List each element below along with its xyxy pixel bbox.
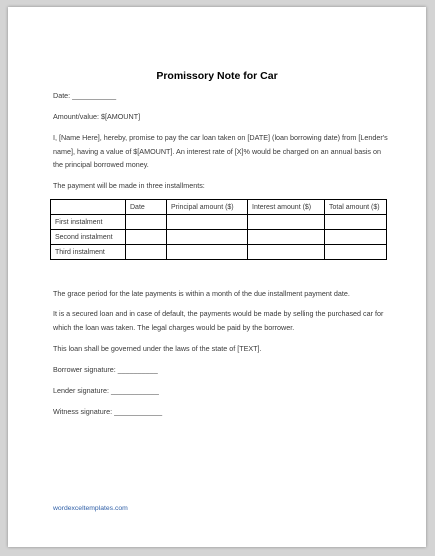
table-cell [167,230,248,245]
table-header: Principal amount ($) [167,200,248,215]
table-cell [325,230,387,245]
footer-link[interactable]: wordexceltemplates.com [53,505,128,512]
table-row [51,245,387,260]
amount-line: Amount/value: $[AMOUNT] [53,112,141,121]
table-header-row [51,200,387,215]
table-cell [126,230,167,245]
table-cell [248,245,325,260]
installment-table [50,199,387,260]
secured-loan-paragraph: It is a secured loan and in case of default, the payments would be made by selling the purchased car for which the loan was taken. The legal charges would be paid by the borrower. [53,309,384,332]
table-header: Interest amount ($) [248,200,325,215]
table-cell [248,215,325,230]
table-cell: Third instalment [51,245,126,260]
borrower-signature-line: Borrower signature: __________ [53,365,158,374]
witness-signature-line: Witness signature: ____________ [53,407,163,416]
date-line: Date: ___________ [53,91,117,100]
document-page [8,7,426,547]
lender-signature-line: Lender signature: ____________ [53,386,159,395]
governing-law-paragraph: This loan shall be governed under the laws of the state of [TEXT]. [53,344,262,353]
grace-period-paragraph: The grace period for the late payments is within a month of the due installment payment date. [53,289,350,298]
table-row [51,230,387,245]
table-cell [167,245,248,260]
promise-paragraph: I, [Name Here], hereby, promise to pay the car loan taken on [DATE] (loan borrowing date) from [Lender's name], having a value of $[AMOUNT]. An interest rate of [X]% would be charged on an annual basis on the principal borrowed money. [53,133,388,169]
table-cell: First instalment [51,215,126,230]
table-header: Date [126,200,167,215]
document-title: Promissory Note for Car [156,70,278,82]
installments-intro: The payment will be made in three installments: [53,181,205,190]
table-cell [167,215,248,230]
table-cell [126,245,167,260]
table-cell [248,230,325,245]
table-header: Total amount ($) [325,200,387,215]
table-cell: Second instalment [51,230,126,245]
table-cell [325,215,387,230]
table-header [51,200,126,215]
table-row [51,215,387,230]
table-cell [126,215,167,230]
table-cell [325,245,387,260]
